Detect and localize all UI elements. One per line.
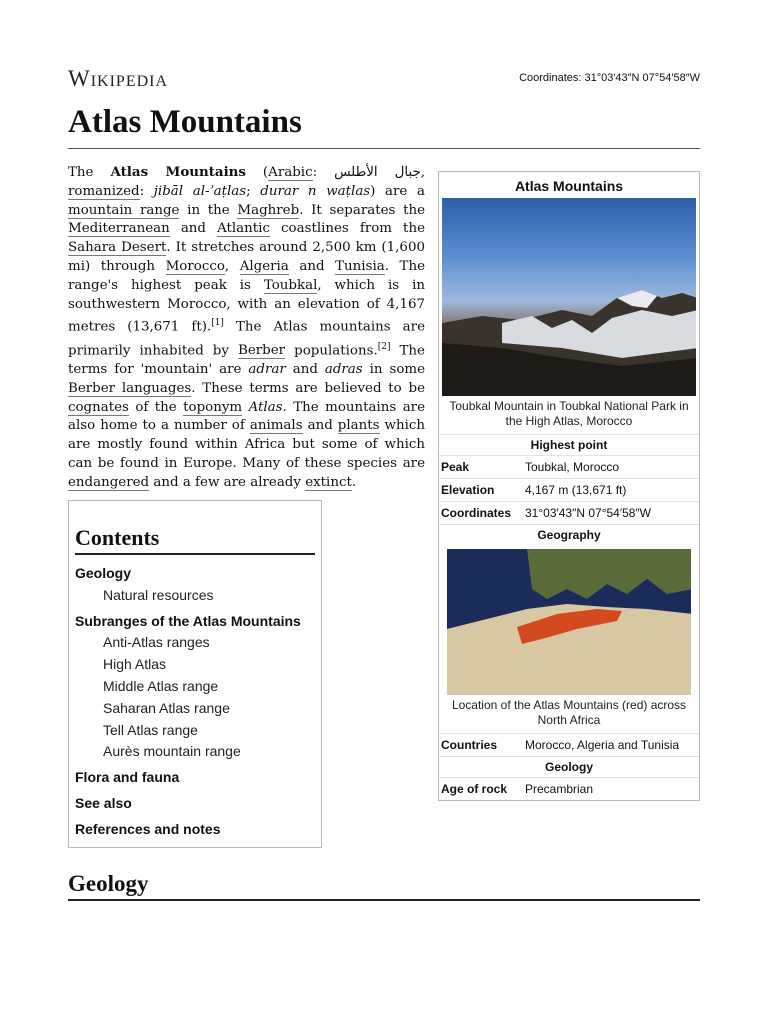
link-morocco[interactable]: Morocco	[165, 258, 225, 274]
toc-title: Contents	[75, 525, 315, 555]
coordinates-value[interactable]: 31°03′43″N 07°54′58″W	[525, 506, 652, 520]
link-sahara[interactable]: Sahara Desert	[68, 240, 167, 256]
citation-2[interactable]: [2]	[377, 341, 391, 352]
mountain-illustration	[442, 198, 696, 396]
toc-item-anti-atlas[interactable]: Anti-Atlas ranges	[103, 634, 210, 651]
link-toubkal[interactable]: Toubkal	[263, 277, 318, 293]
section-heading-geology: Geology	[68, 871, 149, 896]
map-illustration	[447, 549, 691, 695]
toc-item-natural-resources[interactable]: Natural resources	[103, 586, 214, 603]
link-berber[interactable]: Berber	[238, 343, 286, 359]
geography-header: Geography	[439, 524, 699, 545]
link-animals[interactable]: animals	[249, 418, 303, 434]
link-cognates[interactable]: cognates	[68, 399, 129, 415]
berber-name: durar n waṭlas	[260, 183, 371, 199]
toc-item-see-also[interactable]: See also	[75, 794, 132, 811]
toc-item-tell-atlas[interactable]: Tell Atlas range	[103, 721, 198, 738]
wikipedia-wordmark[interactable]: Wikipedia	[68, 66, 169, 91]
link-endangered[interactable]: endangered	[68, 474, 150, 490]
romanized-name: jibāl al-ʾaṭlas	[153, 183, 247, 199]
intro-paragraph: The Atlas Mountains (Arabic: جبال الأطلس, romanized: jibāl al-ʾaṭlas; durar n waṭlas) are a mountain range in the Maghreb. It separates the Mediterranean and Atlantic coastlines from the Sahara Desert. It stretches around 2,500 km (1,600 mi) through Morocco, Algeria and Tunisia. The range's highest peak is Toubkal, which is in southwestern Morocco, with an elevation of 4,167 metres (13,671 ft).[1] The Atlas mountains are primarily inhabited by Berber populations.[2] The terms for 'mountain' are adrar and adras in some Berber languages. These terms are believed to be cognates of the toponym Atlas. The mountains are also home to a number of animals and plants which are mostly found within Africa but some of which can be found in Europe. Many of these species are endangered and a few are already extinct.	[68, 164, 426, 490]
link-maghreb[interactable]: Maghreb	[237, 202, 300, 218]
link-arabic[interactable]: Arabic	[268, 165, 313, 180]
infobox-row-countries: Countries Morocco, Algeria and Tunisia	[439, 733, 699, 756]
title-divider	[68, 148, 700, 149]
infobox-title: Atlas Mountains	[514, 178, 624, 194]
infobox-row-coordinates: Coordinates 31°03′43″N 07°54′58″W	[439, 501, 699, 524]
age-value[interactable]: Precambrian	[525, 782, 594, 796]
link-berber-languages[interactable]: Berber languages	[68, 380, 192, 396]
section-divider	[68, 899, 700, 901]
link-tunisia[interactable]: Tunisia	[335, 258, 385, 274]
highest-point-header: Highest point	[439, 434, 699, 455]
page-title: Atlas Mountains	[68, 104, 302, 140]
link-atlantic[interactable]: Atlantic	[217, 221, 270, 237]
map-caption: Location of the Atlas Mountains (red) across North Africa	[451, 698, 687, 727]
link-extinct[interactable]: extinct	[305, 474, 352, 490]
toc-item-saharan-atlas[interactable]: Saharan Atlas range	[103, 699, 230, 716]
location-map[interactable]	[447, 549, 691, 695]
link-algeria[interactable]: Algeria	[239, 258, 289, 274]
infobox-row-age: Age of rock Precambrian	[439, 777, 699, 800]
toc-list	[75, 563, 315, 841]
link-mediterranean[interactable]: Mediterranean	[68, 221, 170, 237]
infobox-row-elevation: Elevation 4,167 m (13,671 ft)	[439, 478, 699, 501]
peak-value[interactable]: Toubkal, Morocco	[525, 460, 620, 474]
photo-caption: Toubkal Mountain in Toubkal National Park in the High Atlas, Morocco	[449, 399, 689, 428]
link-romanized[interactable]: romanized	[68, 183, 140, 199]
link-mountain-range[interactable]: mountain range	[68, 202, 180, 218]
toc-item-middle-atlas[interactable]: Middle Atlas range	[103, 677, 219, 694]
toc-item-subranges[interactable]: Subranges of the Atlas Mountains	[75, 612, 301, 629]
arabic-name: جبال الأطلس	[334, 165, 421, 180]
table-of-contents	[68, 500, 322, 848]
coordinates-header[interactable]: Coordinates: 31°03′43″N 07°54′58″W	[519, 72, 700, 84]
toc-item-aures[interactable]: Aurès mountain range	[103, 743, 241, 760]
link-toponym[interactable]: toponym	[183, 399, 243, 415]
toc-item-references[interactable]: References and notes	[75, 820, 221, 837]
article-subject: Atlas Mountains	[110, 164, 246, 180]
citation-1[interactable]: [1]	[211, 318, 224, 329]
toc-item-flora-fauna[interactable]: Flora and fauna	[75, 769, 180, 786]
toc-item-high-atlas[interactable]: High Atlas	[103, 656, 167, 673]
link-plants[interactable]: plants	[337, 418, 380, 434]
geology-header: Geology	[439, 756, 699, 777]
toc-item-geology[interactable]: Geology	[75, 565, 132, 581]
infobox	[438, 171, 700, 801]
infobox-row-peak: Peak Toubkal, Morocco	[439, 455, 699, 478]
toubkal-photo[interactable]	[442, 198, 696, 396]
